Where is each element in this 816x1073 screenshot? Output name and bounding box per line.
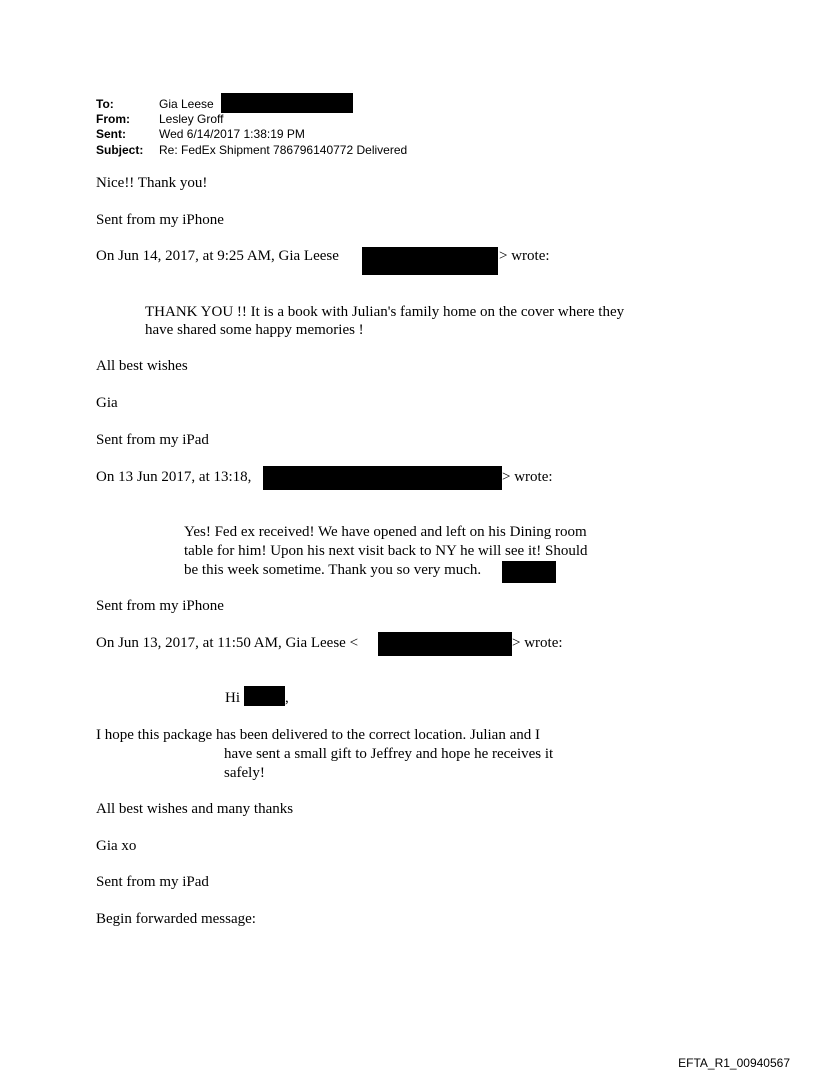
body-line-nice: Nice!! Thank you! <box>96 175 208 191</box>
quote1-text-line2: have shared some happy memories ! <box>145 322 364 338</box>
to-value: Gia Leese <box>159 97 214 111</box>
body-line-best-wishes: All best wishes <box>96 358 188 374</box>
body-line-gia-xo: Gia xo <box>96 838 137 854</box>
package-text-line3: safely! <box>224 765 265 781</box>
redaction-box <box>244 686 285 706</box>
sent-label: Sent: <box>96 127 126 141</box>
body-line-sent-iphone: Sent from my iPhone <box>96 212 224 228</box>
body-line-sent-iphone-2: Sent from my iPhone <box>96 598 224 614</box>
quote2-text-line3: be this week sometime. Thank you so very much. <box>184 562 482 578</box>
quote3-header-prefix: On Jun 13, 2017, at 11:50 AM, Gia Leese < <box>96 635 359 651</box>
body-line-sent-ipad: Sent from my iPad <box>96 432 209 448</box>
from-value: Lesley Groff <box>159 112 224 126</box>
redaction-box <box>378 632 512 656</box>
package-text-line1: I hope this package has been delivered to the correct location. Julian and I <box>96 727 540 743</box>
quote2-header-suffix: > wrote: <box>502 469 553 485</box>
greeting-hi: Hi <box>225 690 240 706</box>
redaction-box <box>263 466 502 490</box>
subject-label: Subject: <box>96 143 144 157</box>
quote1-header-prefix: On Jun 14, 2017, at 9:25 AM, Gia Leese <box>96 248 339 264</box>
quote2-header-prefix: On 13 Jun 2017, at 13:18, <box>96 469 252 485</box>
sent-value: Wed 6/14/2017 1:38:19 PM <box>159 127 305 141</box>
body-line-best-wishes-thanks: All best wishes and many thanks <box>96 801 294 817</box>
from-label: From: <box>96 112 130 126</box>
quote2-text-line2: table for him! Upon his next visit back to NY he will see it! Should <box>184 543 588 559</box>
to-label: To: <box>96 97 114 111</box>
quote1-text-line1: THANK YOU !! It is a book with Julian's family home on the cover where they <box>145 304 625 320</box>
quote3-header-suffix: > wrote: <box>512 635 563 651</box>
quote2-text-line1: Yes! Fed ex received! We have opened and left on his Dining room <box>184 524 587 540</box>
package-text-line2: have sent a small gift to Jeffrey and hope he receives it <box>224 746 554 762</box>
quote1-header-suffix: > wrote: <box>499 248 550 264</box>
body-line-sent-ipad-2: Sent from my iPad <box>96 874 209 890</box>
subject-value: Re: FedEx Shipment 786796140772 Delivered <box>159 143 408 157</box>
body-line-forwarded: Begin forwarded message: <box>96 911 256 927</box>
redaction-box <box>362 247 498 275</box>
redaction-box <box>502 561 556 583</box>
body-line-gia: Gia <box>96 395 118 411</box>
document-id: EFTA_R1_00940567 <box>678 1056 790 1070</box>
greeting-comma: , <box>285 690 289 706</box>
redaction-box <box>221 93 353 113</box>
